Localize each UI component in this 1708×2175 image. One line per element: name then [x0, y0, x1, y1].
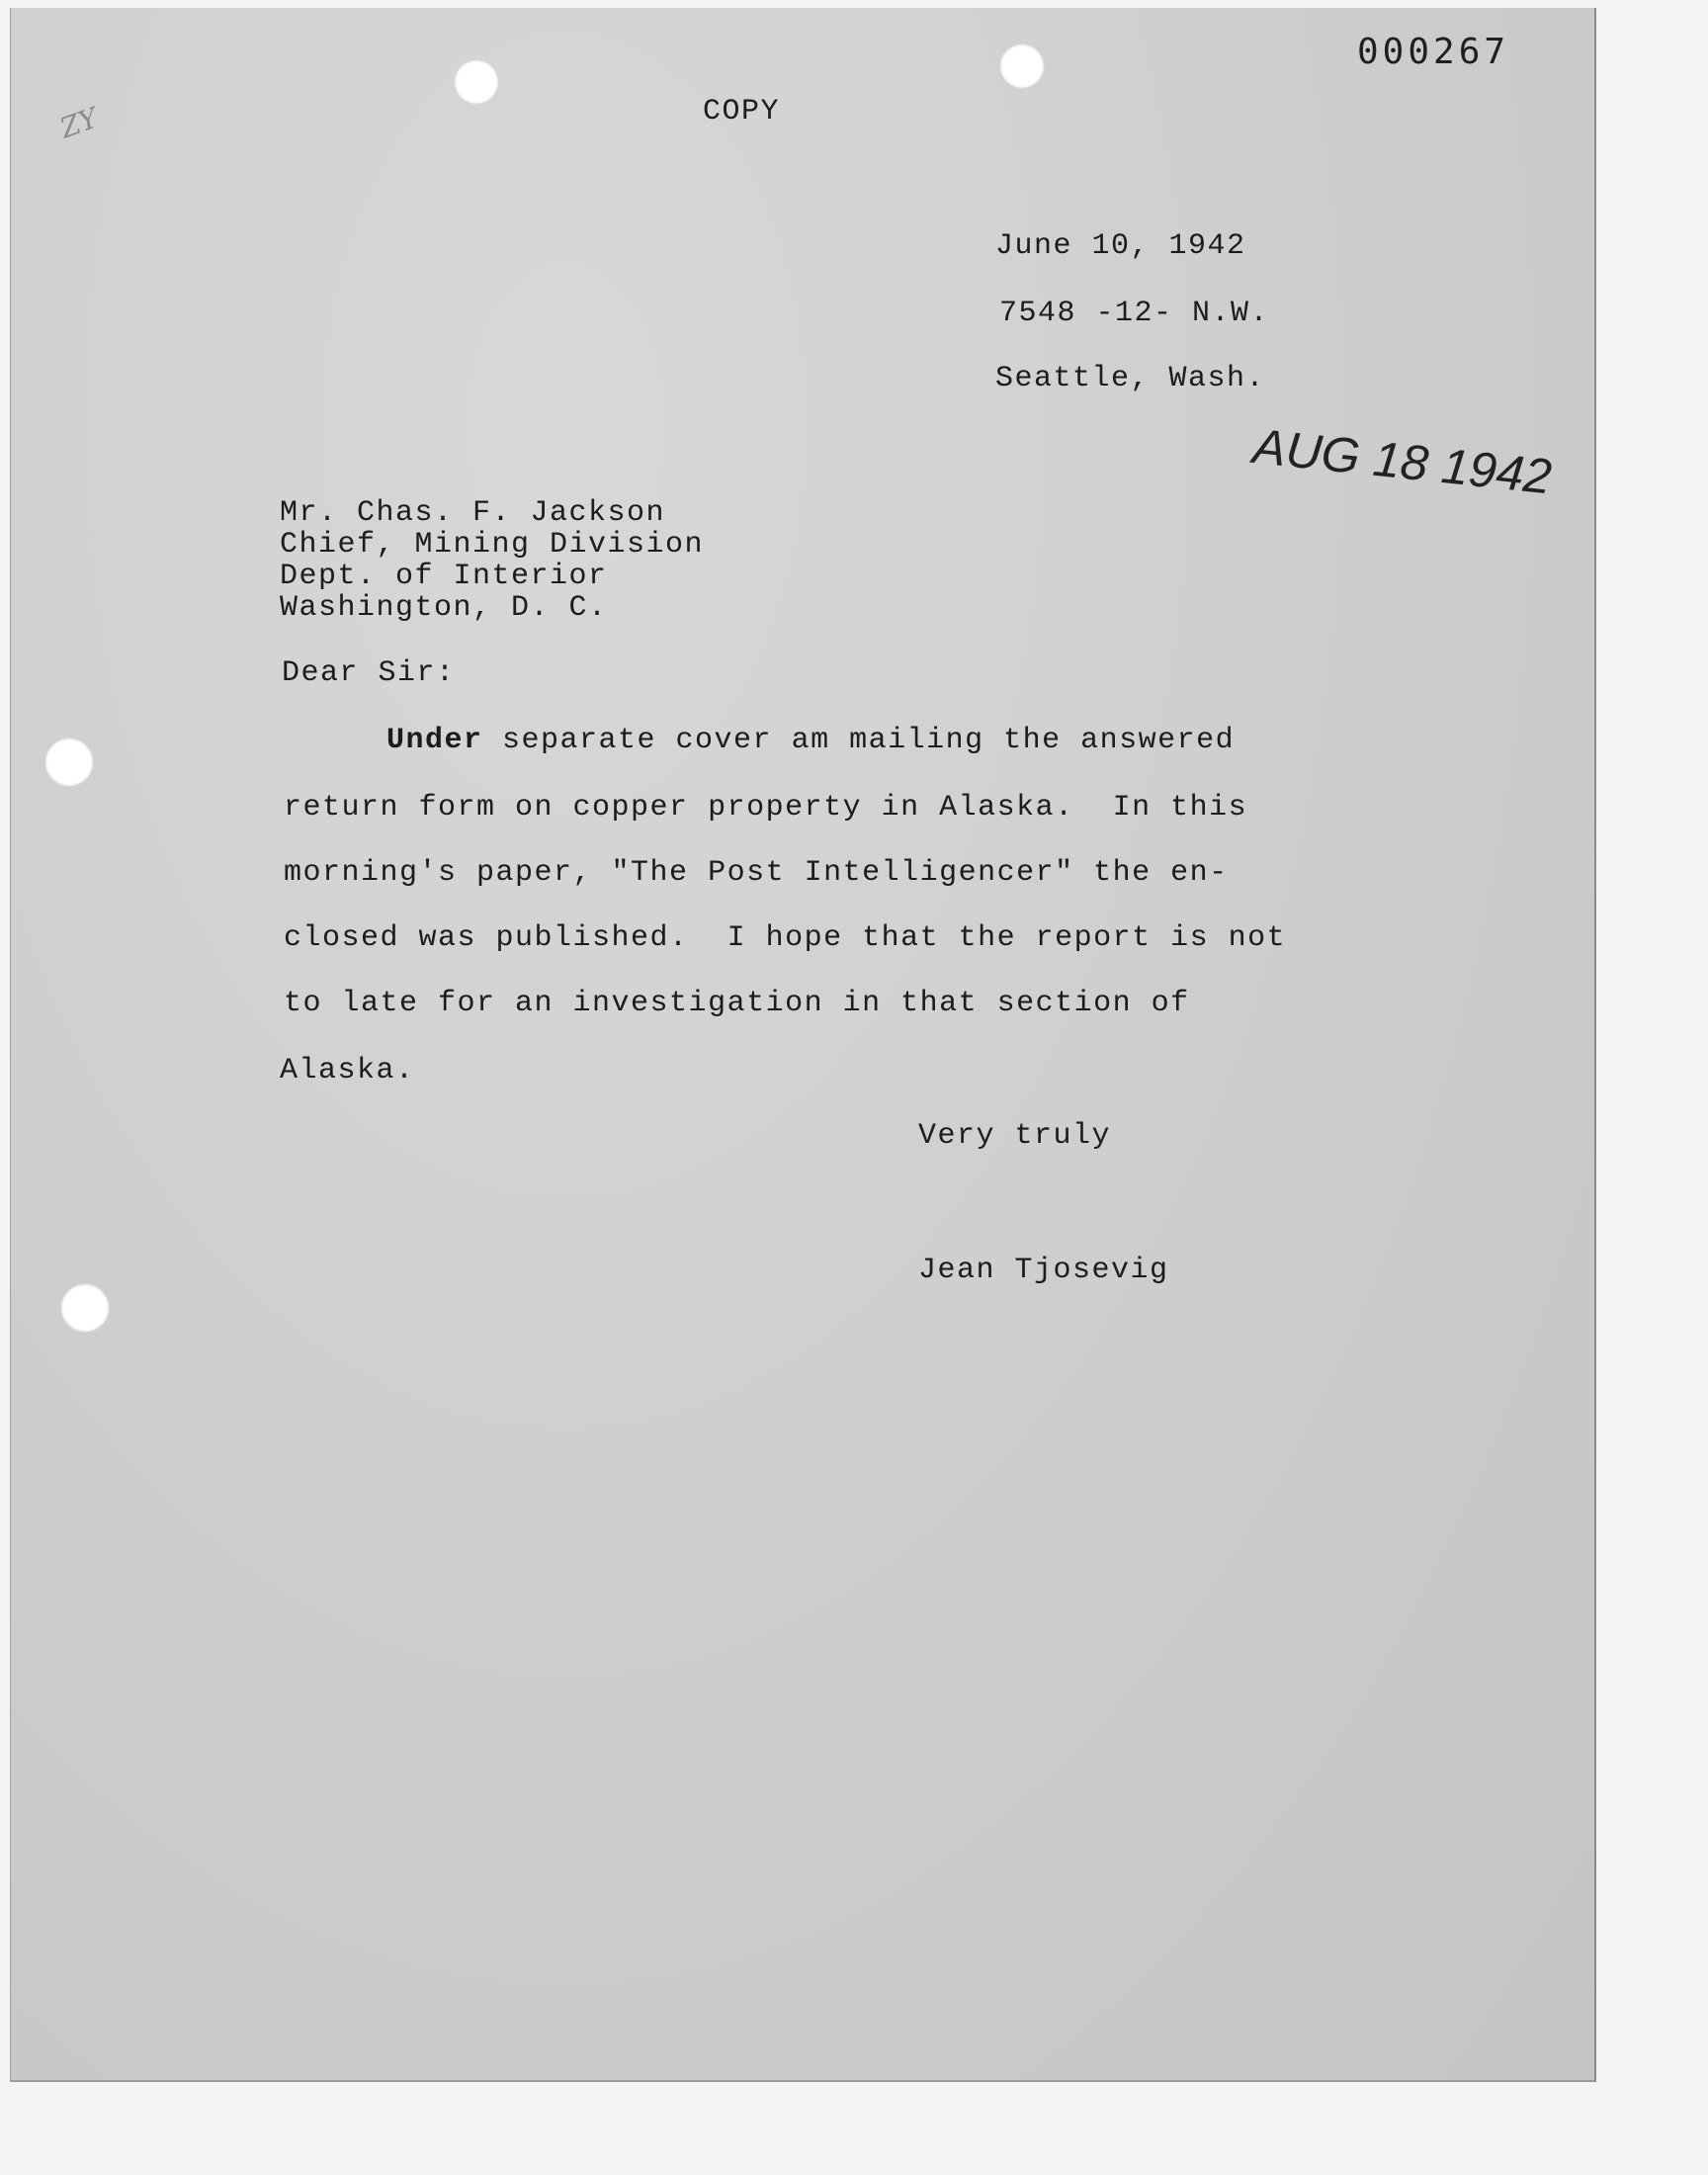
file-number: 000267	[1357, 32, 1510, 72]
closing: Very truly	[918, 1119, 1112, 1153]
recipient-department: Dept. of Interior	[280, 560, 608, 593]
pencil-mark: ZY	[55, 101, 103, 145]
body-line-2: return form on copper property in Alaska. In this	[284, 791, 1248, 825]
recipient-location: Washington, D. C.	[280, 591, 608, 625]
body-line-1	[386, 724, 1235, 757]
body-line-1-text: separate cover am mailing the answered	[482, 724, 1236, 757]
received-date-stamp: AUG 18 1942	[1250, 417, 1555, 505]
sender-city: Seattle, Wash.	[995, 362, 1266, 395]
body-line-6: Alaska.	[280, 1054, 415, 1088]
body-line-5: to late for an investigation in that section of	[284, 987, 1190, 1020]
punch-hole-left-lower	[60, 1283, 110, 1333]
scanned-letter-page	[10, 8, 1596, 2082]
sender-address: 7548 -12- N.W.	[999, 297, 1270, 330]
letter-date: June 10, 1942	[995, 229, 1246, 263]
signature-name: Jean Tjosevig	[918, 1254, 1169, 1287]
body-first-word: Under	[386, 724, 483, 757]
punch-hole-top-left	[454, 59, 499, 105]
body-line-3: morning's paper, "The Post Intelligencer" the en-	[284, 856, 1229, 890]
copy-label: COPY	[703, 95, 781, 129]
recipient-title: Chief, Mining Division	[280, 528, 705, 562]
punch-hole-left-upper	[44, 738, 94, 787]
punch-hole-top-right	[999, 44, 1045, 89]
recipient-name: Mr. Chas. F. Jackson	[280, 496, 666, 530]
salutation: Dear Sir:	[282, 656, 456, 690]
body-line-4: closed was published. I hope that the report is not	[284, 921, 1287, 955]
